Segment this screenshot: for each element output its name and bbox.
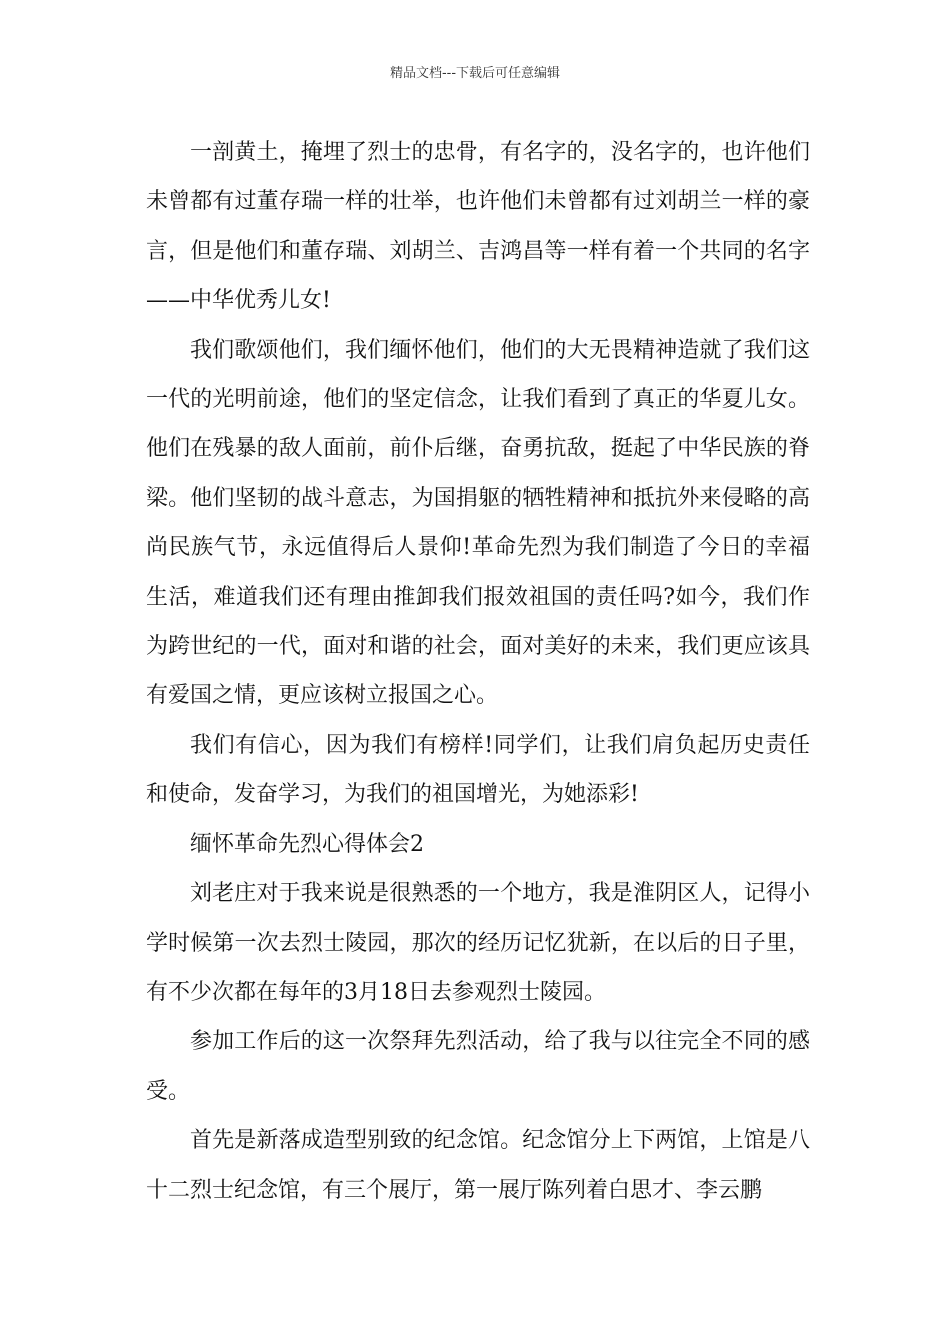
document-body xyxy=(146,128,810,1215)
paragraph: 我们歌颂他们，我们缅怀他们，他们的大无畏精神造就了我们这一代的光明前途，他们的坚定信念，让我们看到了真正的华夏儿女。他们在残暴的敌人面前，前仆后继，奋勇抗敌，挺起了中华民族的脊梁。他们坚韧的战斗意志，为国捐躯的牺牲精神和抵抗外来侵略的高尚民族气节，永远值得后人景仰!革命先烈为我们制造了今日的幸福生活，难道我们还有理由推卸我们报效祖国的责任吗?如今，我们作为跨世纪的一代，面对和谐的社会，面对美好的未来，我们更应该具有爱国之情，更应该树立报国之心。 xyxy=(146,337,810,709)
page-header: 精品文档---下载后可任意编辑 xyxy=(389,66,561,81)
paragraph: 我们有信心，因为我们有榜样!同学们，让我们肩负起历史责任和使命，发奋学习，为我们的祖国增光，为她添彩! xyxy=(146,732,810,808)
paragraph: 刘老庄对于我来说是很熟悉的一个地方，我是淮阴区人，记得小学时候第一次去烈士陵园，那次的经历记忆犹新，在以后的日子里，有不少次都在每年的3月18日去参观烈士陵园。 xyxy=(146,881,810,1005)
paragraph: 参加工作后的这一次祭拜先烈活动，给了我与以往完全不同的感受。 xyxy=(146,1029,810,1104)
section-title: 缅怀革命先烈心得体会2 xyxy=(190,831,424,857)
paragraph: 一剖黄土，掩埋了烈士的忠骨，有名字的，没名字的，也许他们未曾都有过董存瑞一样的壮举，也许他们未曾都有过刘胡兰一样的豪言，但是他们和董存瑞、刘胡兰、吉鸿昌等一样有着一个共同的名字——中华优秀儿女! xyxy=(146,140,810,314)
paragraph: 首先是新落成造型别致的纪念馆。纪念馆分上下两馆，上馆是八十二烈士纪念馆，有三个展厅，第一展厅陈列着白思才、李云鹏 xyxy=(146,1128,810,1203)
